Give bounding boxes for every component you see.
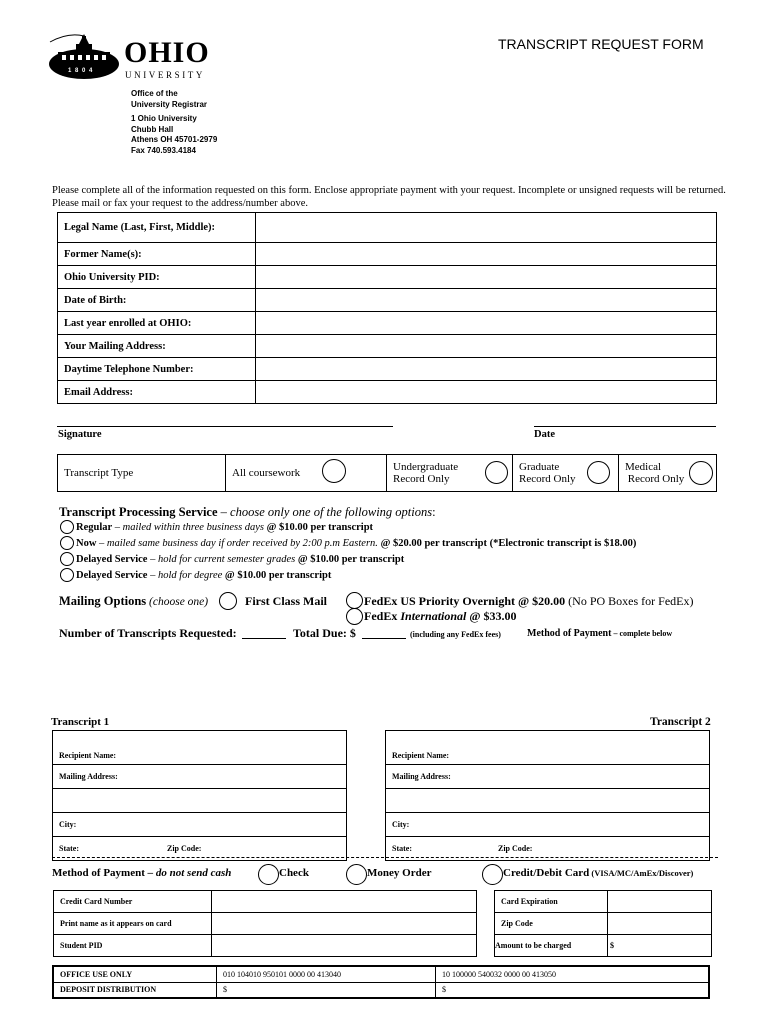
transcript1-title: Transcript 1 <box>51 716 110 728</box>
fedex-intl-label <box>364 609 517 624</box>
processing-option-regular[interactable] <box>62 520 636 536</box>
fedex-us-note: (No PO Boxes for FedEx) <box>565 594 694 608</box>
form-title: TRANSCRIPT REQUEST FORM <box>498 36 704 52</box>
fedex-intl-radio[interactable] <box>346 608 363 625</box>
email-input[interactable] <box>256 381 717 404</box>
student-pid-label: Student PID <box>54 935 212 957</box>
table-row <box>58 381 717 404</box>
table-row <box>58 312 717 335</box>
fedex-intl-price: @ $33.00 <box>466 609 517 623</box>
table-row <box>386 765 710 789</box>
transcript-type-table <box>57 454 717 492</box>
mailing-address-line2[interactable] <box>53 789 347 813</box>
card-expiration-table <box>494 890 712 957</box>
payment-method-label <box>52 867 231 879</box>
student-pid-input[interactable] <box>212 935 477 957</box>
type-option-label: Record Only <box>393 473 450 485</box>
mailing-address-input[interactable] <box>256 335 717 358</box>
deposit-label: DEPOSIT DISTRIBUTION <box>53 982 217 998</box>
total-due-note: (including any FedEx fees) <box>410 630 501 639</box>
office-code-1: 010 104010 950101 0000 00 413040 <box>217 966 436 982</box>
last-year-input[interactable] <box>256 312 717 335</box>
city-field[interactable] <box>53 813 347 837</box>
table-row <box>58 213 717 243</box>
undergraduate-radio[interactable] <box>485 461 508 484</box>
field-label: Mailing Address: <box>392 772 451 781</box>
card-details-table <box>53 890 477 957</box>
table-row <box>53 982 709 998</box>
graduate-radio[interactable] <box>587 461 610 484</box>
type-option-label: Record Only <box>627 473 685 485</box>
deposit-amount-2[interactable]: $ <box>436 982 710 998</box>
expiration-input[interactable] <box>608 891 712 913</box>
deposit-amount-1[interactable]: $ <box>217 982 436 998</box>
office-address <box>131 89 217 156</box>
regular-radio[interactable] <box>60 520 74 534</box>
table-row <box>386 789 710 813</box>
field-label: Ohio University PID: <box>58 266 256 289</box>
field-label: Recipient Name: <box>59 751 117 760</box>
option-price: @ $10.00 per transcript <box>222 570 332 581</box>
transcript-type-label: Transcript Type <box>58 455 226 492</box>
type-option-label: Record Only <box>519 473 576 485</box>
field-label: State: <box>392 844 412 853</box>
mailing-address-field[interactable] <box>386 765 710 789</box>
field-label: Legal Name (Last, First, Middle): <box>58 213 256 243</box>
address-line2: Chubb Hall <box>131 124 174 134</box>
option-name: Delayed Service <box>76 570 148 581</box>
transcript2-table <box>385 730 710 861</box>
medical-radio[interactable] <box>689 461 713 485</box>
table-row <box>58 289 717 312</box>
processing-title-colon: : <box>432 505 436 519</box>
processing-title <box>59 505 436 520</box>
card-radio[interactable] <box>482 864 503 885</box>
type-option-label: Graduate <box>519 461 560 473</box>
option-name: Delayed Service <box>76 554 148 565</box>
table-row <box>53 813 347 837</box>
amount-label: Amount to be charged <box>495 935 608 957</box>
type-option-label: Medical <box>625 461 662 473</box>
type-option-label: All coursework <box>232 467 301 479</box>
fedex-us-text: FedEx US Priority Overnight @ $20.00 <box>364 594 566 608</box>
field-label: Email Address: <box>58 381 256 404</box>
fedex-us-radio[interactable] <box>346 592 363 609</box>
table-row <box>54 891 477 913</box>
total-due-input[interactable] <box>362 638 406 639</box>
address-line3: Athens OH 45701-2979 <box>131 135 218 144</box>
signature-label: Signature <box>58 429 102 440</box>
check-radio[interactable] <box>258 864 279 885</box>
check-label: Check <box>279 867 309 879</box>
card-label-note: (VISA/MC/AmEx/Discover) <box>589 868 694 878</box>
date-label: Date <box>534 429 555 440</box>
address-line1: 1 Ohio University <box>131 114 197 123</box>
print-name-label: Print name as it appears on card <box>54 913 212 935</box>
office-line1: Office of the <box>131 89 178 98</box>
office-use-table <box>52 965 710 999</box>
now-radio[interactable] <box>60 536 74 550</box>
table-row <box>54 913 477 935</box>
date-line[interactable] <box>534 426 716 427</box>
personal-info-table <box>57 212 717 404</box>
table-row <box>53 765 347 789</box>
field-label: Daytime Telephone Number: <box>58 358 256 381</box>
money-order-radio[interactable] <box>346 864 367 885</box>
card-number-input[interactable] <box>212 891 477 913</box>
table-row <box>386 813 710 837</box>
first-class-label: First Class Mail <box>245 594 327 608</box>
type-option-label: Undergraduate <box>393 461 459 473</box>
table-row <box>53 966 709 982</box>
field-label: Mailing Address: <box>59 772 118 781</box>
former-names-input[interactable] <box>256 243 717 266</box>
logo-sub: UNIVERSITY <box>125 70 205 80</box>
office-code-2: 10 100000 540032 0000 00 413050 <box>436 966 710 982</box>
option-note: – hold for current semester grades <box>147 554 296 565</box>
mailing-label-text: Mailing Options <box>59 594 147 608</box>
payment-ref-note: – complete below <box>611 629 673 638</box>
ohio-logo <box>48 34 218 84</box>
legal-name-input[interactable] <box>256 213 717 243</box>
transcript1-table <box>52 730 347 861</box>
transcript2-title: Transcript 2 <box>650 716 711 728</box>
field-label: Zip Code: <box>167 844 202 853</box>
processing-option-now[interactable] <box>62 536 636 552</box>
card-zip-input[interactable] <box>608 913 712 935</box>
table-row <box>495 913 712 935</box>
field-label: Zip Code: <box>498 844 533 853</box>
option-note: – mailed within three business days <box>112 522 265 533</box>
fedex-intl-text: FedEx <box>364 609 401 623</box>
processing-option-delayed-degree[interactable] <box>62 568 636 584</box>
office-use-label: OFFICE USE ONLY <box>53 966 217 982</box>
print-name-input[interactable] <box>212 913 477 935</box>
fedex-intl-text-italic: International <box>400 609 467 623</box>
field-label: Last year enrolled at OHIO: <box>58 312 256 335</box>
option-name: Regular <box>76 522 113 533</box>
table-row <box>53 789 347 813</box>
field-label: Date of Birth: <box>58 289 256 312</box>
amount-input[interactable]: $ <box>608 935 712 957</box>
option-name: Now <box>76 538 97 549</box>
logo-word: OHIO <box>124 36 210 69</box>
fedex-us-label <box>364 594 693 609</box>
mailing-label-note: (choose one) <box>146 596 209 608</box>
table-row <box>58 266 717 289</box>
mailing-address-line2[interactable] <box>386 789 710 813</box>
expiration-label: Card Expiration <box>495 891 608 913</box>
field-label: Former Name(s): <box>58 243 256 266</box>
option-price: @ $10.00 per transcript <box>264 522 374 533</box>
office-line2: University Registrar <box>131 99 208 109</box>
mailing-address-field[interactable] <box>53 765 347 789</box>
field-label: City: <box>59 820 77 829</box>
payment-method-ref <box>527 628 672 639</box>
city-field[interactable] <box>386 813 710 837</box>
signature-line[interactable] <box>57 426 393 427</box>
card-label-text: Credit/Debit Card <box>503 867 590 879</box>
processing-options <box>62 520 636 584</box>
payment-ref-label: Method of Payment <box>527 628 612 639</box>
processing-title-note: – choose only one of the following options <box>217 505 433 519</box>
first-class-radio[interactable] <box>219 592 237 610</box>
money-order-label: Money Order <box>367 867 432 879</box>
intro-text: Please complete all of the information requested on this form. Enclose appropriate payment with your request. Incomplete or unsigned requests will be returned. Please mail or fax your request to the address/number above. <box>52 185 726 209</box>
processing-option-delayed-grades[interactable] <box>62 552 636 568</box>
type-all-coursework[interactable] <box>226 455 387 492</box>
table-row <box>54 935 477 957</box>
recipient-name-field[interactable] <box>53 731 347 765</box>
option-price: @ $10.00 per transcript <box>295 554 405 565</box>
fax-number: Fax 740.593.4184 <box>131 145 196 155</box>
number-requested-input[interactable] <box>242 638 286 639</box>
logo-year: 1 8 0 4 <box>68 68 94 74</box>
payment-label-note: – do not send cash <box>144 867 232 879</box>
field-label: Your Mailing Address: <box>58 335 256 358</box>
table-row <box>58 243 717 266</box>
field-label: City: <box>392 820 410 829</box>
card-zip-label: Zip Code <box>495 913 608 935</box>
pid-input[interactable] <box>256 266 717 289</box>
dashed-divider <box>52 857 718 858</box>
table-row <box>495 935 712 957</box>
field-label: Recipient Name: <box>392 751 450 760</box>
mailing-options-label <box>59 594 208 609</box>
table-row <box>58 358 717 381</box>
card-number-label: Credit Card Number <box>54 891 212 913</box>
number-requested-label: Number of Transcripts Requested: <box>59 626 237 640</box>
recipient-name-field[interactable] <box>386 731 710 765</box>
delayed-grades-radio[interactable] <box>60 552 74 566</box>
card-label <box>503 867 693 879</box>
table-row <box>386 731 710 765</box>
delayed-degree-radio[interactable] <box>60 568 74 582</box>
table-row <box>53 731 347 765</box>
option-price: @ $20.00 per transcript (*Electronic transcript is $18.00) <box>377 538 637 549</box>
option-note: – mailed same business day if order received by 2:00 p.m Eastern. <box>96 538 378 549</box>
phone-input[interactable] <box>256 358 717 381</box>
table-row <box>58 335 717 358</box>
dob-input[interactable] <box>256 289 717 312</box>
processing-title-text: Transcript Processing Service <box>59 505 218 519</box>
all-coursework-radio[interactable] <box>322 459 346 483</box>
total-due-label: Total Due: $ <box>293 626 356 640</box>
field-label: State: <box>59 844 79 853</box>
payment-label-text: Method of Payment <box>52 867 145 879</box>
option-note: – hold for degree <box>147 570 223 581</box>
table-row <box>495 891 712 913</box>
